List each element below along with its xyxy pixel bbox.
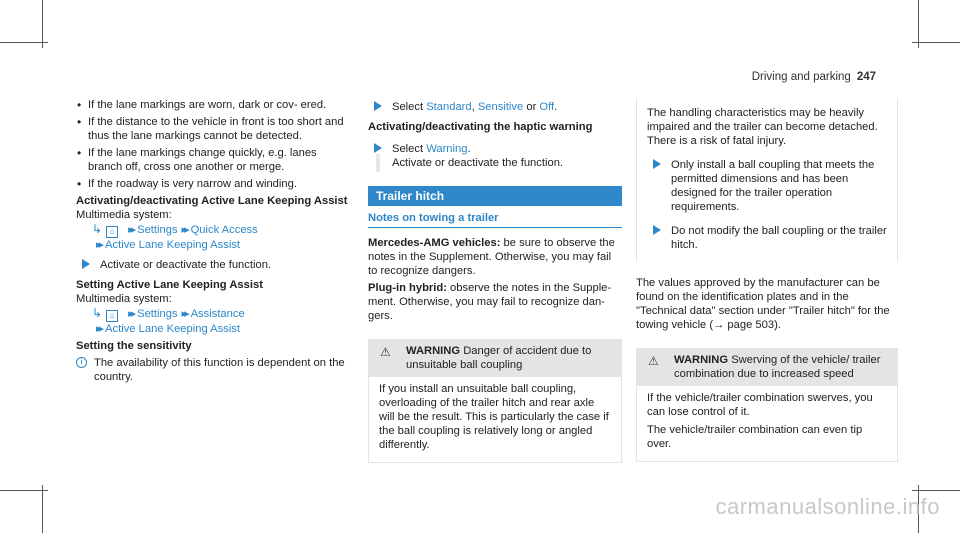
path-link-settings[interactable]: Settings xyxy=(137,224,178,236)
subheading: Notes on towing a trailer xyxy=(368,211,622,228)
step-item xyxy=(647,158,887,214)
warning-continuation xyxy=(636,98,898,262)
note-text: The availability of this function is dependent on the country. xyxy=(94,357,345,383)
crop-mark xyxy=(912,42,960,43)
return-arrow-icon: ↳ xyxy=(92,222,103,236)
hybrid-paragraph xyxy=(368,281,622,323)
step-text: Only install a ball coupling that meets the permitted dimensions and has been designed for the trailer operation requirements. xyxy=(671,159,875,213)
info-icon: i xyxy=(76,357,87,368)
step-text: Activate or deactivate the function. xyxy=(100,259,272,271)
warning-label: WARNING xyxy=(674,354,729,366)
step-item xyxy=(647,224,887,252)
column-left xyxy=(76,98,348,384)
crop-mark xyxy=(912,490,960,491)
separator: , xyxy=(471,101,475,113)
list-item: • If the lane markings change quickly, e.g. lanes branch off, cross one another or merge. xyxy=(76,146,348,174)
warning-body xyxy=(368,377,622,463)
double-chevron-icon: ▸▸ xyxy=(96,239,102,251)
play-icon xyxy=(653,225,661,235)
heading-haptic: Activating/deactivating the haptic warning xyxy=(368,121,593,133)
option-warning[interactable]: Warning xyxy=(426,143,468,155)
info-note xyxy=(76,356,348,384)
double-chevron-icon: ▸▸ xyxy=(128,308,134,320)
column-middle xyxy=(368,98,622,463)
option-standard[interactable]: Standard xyxy=(426,101,472,113)
amg-text: be sure to observe the notes in the Supplement. Otherwise, you may fail to recognize dangers. xyxy=(368,237,615,277)
page-number: 247 xyxy=(856,71,876,83)
watermark: carmanualsonline.info xyxy=(715,494,940,519)
warning-label: WARNING xyxy=(406,345,461,357)
warning-text: The vehicle/trailer combination can even tip over. xyxy=(647,424,863,450)
path-link-lka[interactable]: Active Lane Keeping Assist xyxy=(105,323,241,335)
section-title-bar: Trailer hitch xyxy=(368,186,622,206)
double-chevron-icon: ▸▸ xyxy=(96,323,102,335)
list-item: • If the roadway is very narrow and winding. xyxy=(76,177,348,191)
amg-paragraph xyxy=(368,236,622,278)
path-link-assistance[interactable]: Assistance xyxy=(190,308,245,320)
path-link-lka[interactable]: Active Lane Keeping Assist xyxy=(105,239,241,251)
crop-mark xyxy=(42,485,43,533)
play-icon xyxy=(653,159,661,169)
step-item xyxy=(368,142,622,170)
punctuation: . xyxy=(554,101,558,113)
warning-box xyxy=(636,348,898,462)
warning-text: If the vehicle/trailer combination swerves, you can lose control of it. xyxy=(647,392,873,418)
values-paragraph: The values approved by the manufacturer can be found on the identification plates and in the "Technical data" section under "Trailer hitch" for the towing vehicle (→ page 503). xyxy=(636,277,890,331)
step-text: Activate or deactivate the function. xyxy=(392,157,564,169)
double-chevron-icon: ▸▸ xyxy=(128,224,134,236)
return-arrow-icon: ↳ xyxy=(92,306,103,320)
warning-title: Danger of accident due to unsuitable ball coupling xyxy=(406,345,592,371)
column-right xyxy=(636,98,898,462)
select-prefix: Select xyxy=(392,143,424,155)
play-icon xyxy=(374,101,382,111)
crop-mark xyxy=(918,0,919,48)
step-item xyxy=(368,100,622,114)
play-icon xyxy=(374,143,382,153)
amg-label: Mercedes‑AMG vehicles: xyxy=(368,237,501,249)
menu-path-line2 xyxy=(76,322,348,336)
hybrid-text: observe the notes in the Supple‑ ment. Otherwise, you may fail to recognize dan‑ gers. xyxy=(368,282,612,322)
option-off[interactable]: Off xyxy=(539,101,555,113)
step-item xyxy=(76,258,348,272)
path-link-quick-access[interactable]: Quick Access xyxy=(190,224,258,236)
step-line xyxy=(376,154,380,172)
step-text: Do not modify the ball coupling or the trailer hitch. xyxy=(671,225,887,251)
warning-icon: ⚠ xyxy=(380,345,391,359)
warning-header xyxy=(636,348,898,386)
option-sensitive[interactable]: Sensitive xyxy=(477,101,524,113)
list-item: • If the lane markings are worn, dark or cov‑ ered. xyxy=(76,98,348,112)
multimedia-label: Multimedia system: xyxy=(76,293,172,305)
warning-title: Swerving of the vehicle/ trailer combination due to increased speed xyxy=(674,354,881,380)
menu-path xyxy=(76,306,348,322)
heading-setting-lka: Setting Active Lane Keeping Assist xyxy=(76,279,263,291)
crop-mark xyxy=(0,42,48,43)
hybrid-label: Plug‑in hybrid: xyxy=(368,282,447,294)
box-text: The handling characteristics may be heavily impaired and the trailer can become detached. There is a risk of fatal injury. xyxy=(647,107,878,147)
select-prefix: Select xyxy=(392,101,424,113)
header-section: Driving and parking xyxy=(751,71,851,83)
home-icon[interactable]: ⌂ xyxy=(106,310,118,322)
warning-box xyxy=(368,339,622,463)
page-header xyxy=(752,70,876,84)
menu-path-line2 xyxy=(76,238,348,252)
menu-path xyxy=(76,222,348,238)
warning-icon: ⚠ xyxy=(648,354,659,368)
warning-text: If you install an unsuitable ball coupling, overloading of the trailer hitch and rear axle will be the result. This is particularly the case if the ball coupling is relatively long or angled differently. xyxy=(379,383,609,451)
play-icon xyxy=(82,259,90,269)
double-chevron-icon: ▸▸ xyxy=(181,308,187,320)
crop-mark xyxy=(42,0,43,48)
punctuation: . xyxy=(467,143,471,155)
path-link-settings[interactable]: Settings xyxy=(137,308,178,320)
heading-sensitivity: Setting the sensitivity xyxy=(76,340,192,352)
warning-body xyxy=(636,386,898,462)
home-icon[interactable]: ⌂ xyxy=(106,226,118,238)
double-chevron-icon: ▸▸ xyxy=(181,224,187,236)
heading-activate-lka: Activating/deactivating Active Lane Keeping Assist xyxy=(76,195,348,207)
list-item: • If the distance to the vehicle in front is too short and thus the lane markings cannot be detected. xyxy=(76,115,348,143)
warning-header xyxy=(368,339,622,377)
crop-mark xyxy=(0,490,48,491)
multimedia-label: Multimedia system: xyxy=(76,209,172,221)
separator: or xyxy=(526,101,537,113)
